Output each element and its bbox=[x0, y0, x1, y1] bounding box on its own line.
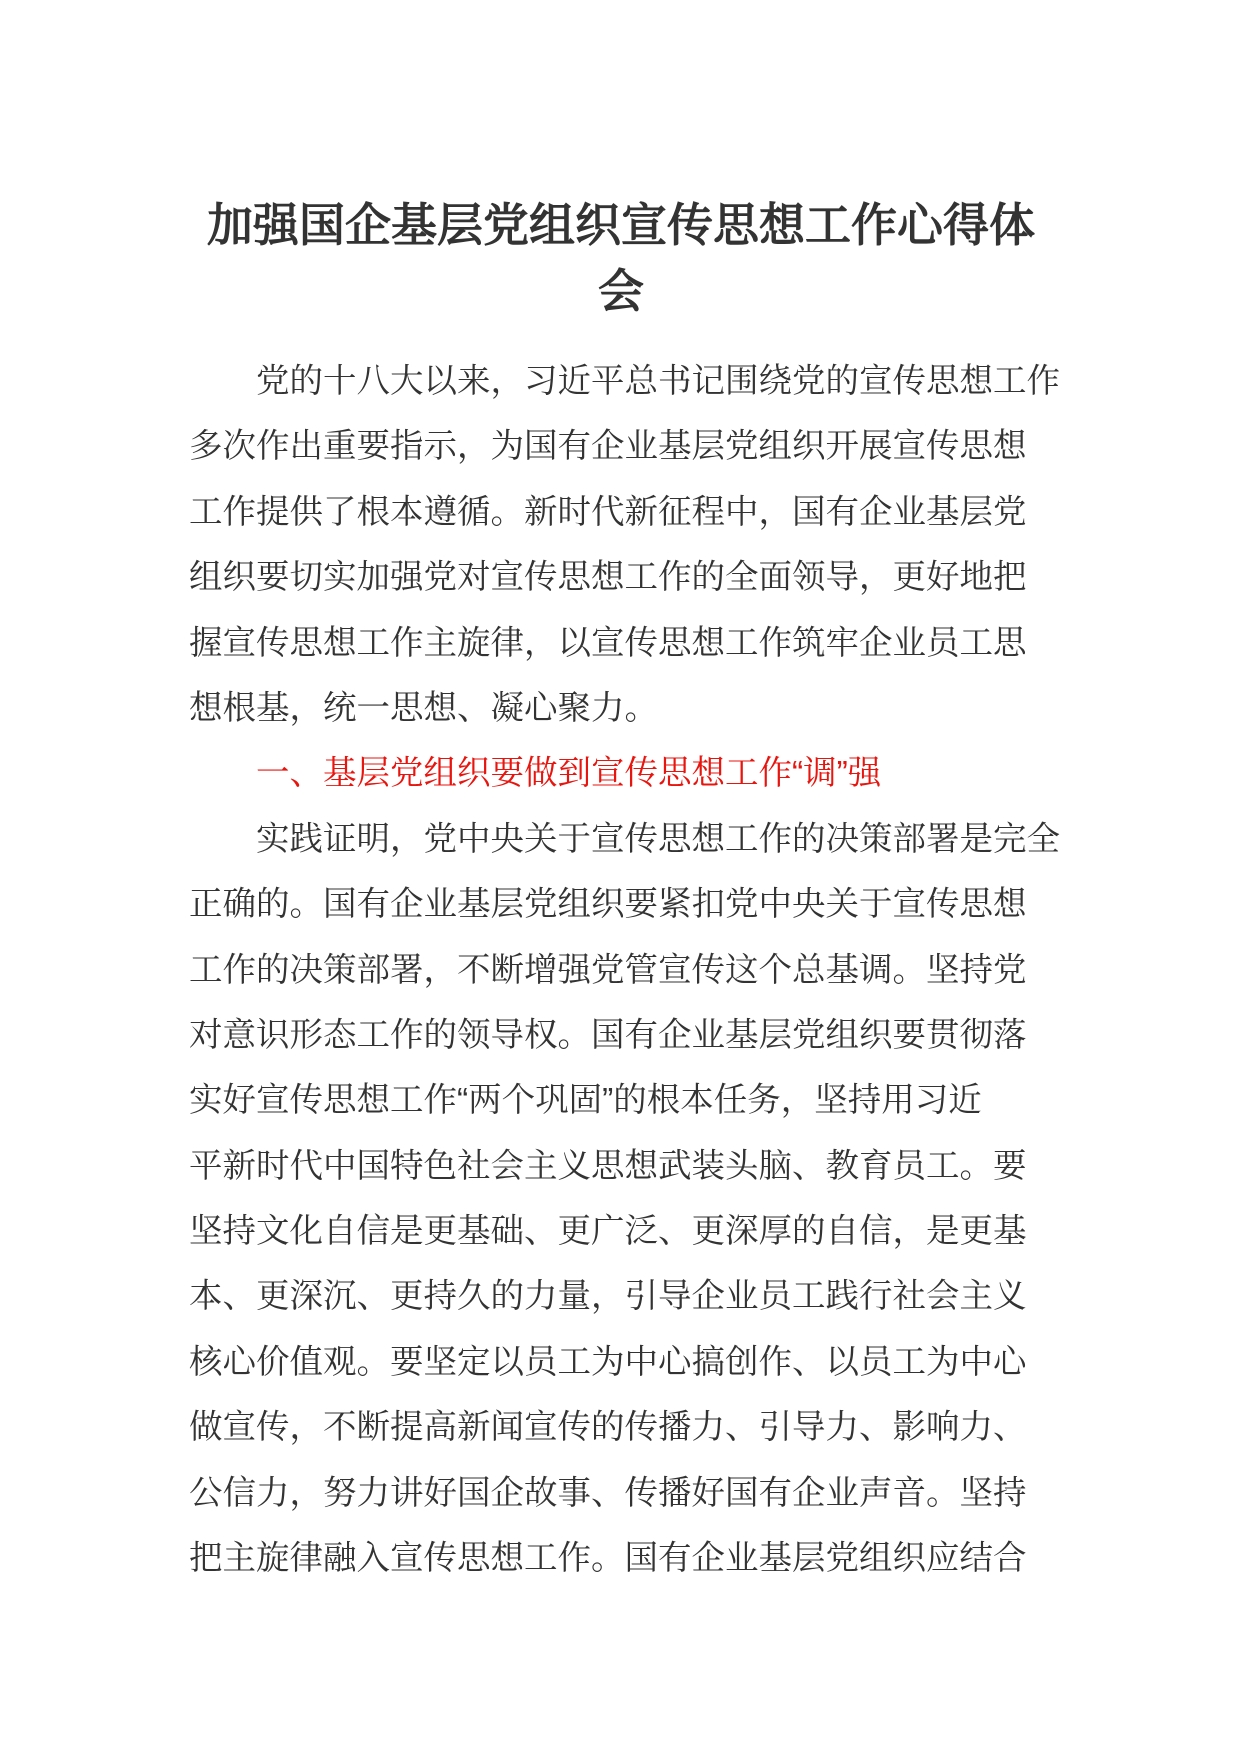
paragraph-line: 做宣传，不断提高新闻宣传的传播力、引导力、影响力、 bbox=[189, 1409, 1027, 1447]
paragraph-line: 组织要切实加强党对宣传思想工作的全面领导，更好地把 bbox=[189, 559, 1027, 597]
paragraph-line: 正确的。国有企业基层党组织要紧扣党中央关于宣传思想 bbox=[189, 886, 1027, 924]
paragraph-line: 实践证明，党中央关于宣传思想工作的决策部署是完全 bbox=[256, 820, 1060, 858]
intro-paragraph bbox=[189, 349, 1069, 741]
paragraph-line: 本、更深沉、更持久的力量，引导企业员工践行社会主义 bbox=[189, 1278, 1027, 1316]
section-paragraph bbox=[189, 807, 1069, 1592]
document-title bbox=[189, 192, 1053, 324]
paragraph-line: 党的十八大以来，习近平总书记围绕党的宣传思想工作 bbox=[256, 363, 1060, 400]
paragraph-line: 平新时代中国特色社会主义思想武装头脑、教育员工。要 bbox=[189, 1147, 1027, 1185]
paragraph-line: 想根基，统一思想、凝心聚力。 bbox=[189, 689, 658, 727]
title-line: 加强国企基层党组织宣传思想工作心得体 bbox=[207, 199, 1035, 251]
paragraph-line: 把主旋律融入宣传思想工作。国有企业基层党组织应结合 bbox=[189, 1540, 1027, 1578]
paragraph-line: 工作提供了根本遵循。新时代新征程中，国有企业基层党 bbox=[189, 493, 1027, 531]
paragraph-line: 公信力，努力讲好国企故事、传播好国有企业声音。坚持 bbox=[189, 1474, 1027, 1512]
paragraph-line: 对意识形态工作的领导权。国有企业基层党组织要贯彻落 bbox=[189, 1016, 1027, 1054]
paragraph-line: 实好宣传思想工作“两个巩固”的根本任务，坚持用习近 bbox=[189, 1082, 982, 1120]
paragraph-line: 握宣传思想工作主旋律，以宣传思想工作筑牢企业员工思 bbox=[189, 624, 1027, 662]
paragraph-line: 工作的决策部署，不断增强党管宣传这个总基调。坚持党 bbox=[189, 951, 1027, 989]
title-line: 会 bbox=[598, 265, 644, 317]
paragraph-line: 多次作出重要指示，为国有企业基层党组织开展宣传思想 bbox=[189, 428, 1027, 466]
paragraph-line: 坚持文化自信是更基础、更广泛、更深厚的自信，是更基 bbox=[189, 1213, 1027, 1251]
section-heading: 一、基层党组织要做到宣传思想工作“调”强 bbox=[256, 755, 882, 793]
document-body bbox=[189, 349, 1069, 1591]
paragraph-line: 核心价值观。要坚定以员工为中心搞创作、以员工为中心 bbox=[189, 1343, 1027, 1381]
